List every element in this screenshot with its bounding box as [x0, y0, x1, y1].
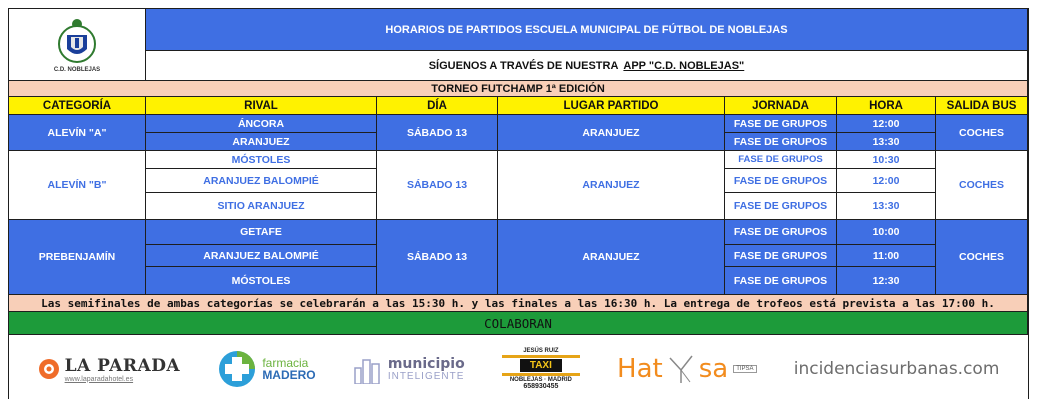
taxi-stripe [502, 355, 580, 358]
time-cell: 13:30 [837, 193, 936, 220]
sponsor-farmacia [217, 349, 315, 389]
sponsor-municipio [353, 354, 465, 384]
rival-cell: SITIO ARANJUEZ [146, 193, 377, 220]
collaborators-title: COLABORAN [9, 312, 1028, 335]
pharmacy-cross-icon [217, 349, 257, 389]
category-cell: ALEVÍN "B" [9, 151, 146, 220]
place-cell: ARANJUEZ [498, 151, 725, 220]
city-skyline-icon [353, 354, 383, 384]
rival-cell: GETAFE [146, 220, 377, 245]
app-banner [146, 51, 1028, 81]
day-cell: SÁBADO 13 [377, 151, 498, 220]
col-header-place: LUGAR PARTIDO [498, 97, 725, 115]
crest-icon [55, 17, 99, 65]
bus-cell: COCHES [936, 151, 1028, 220]
category-cell: ALEVÍN "A" [9, 115, 146, 151]
sponsor-name: TAXI [520, 359, 562, 372]
time-cell: 12:00 [837, 115, 936, 133]
col-header-rival: RIVAL [146, 97, 377, 115]
time-cell: 11:00 [837, 245, 936, 267]
sponsor-line2: INTELIGENTE [387, 370, 465, 382]
time-cell: 10:30 [837, 151, 936, 169]
tournament-title: TORNEO FUTCHAMP 1ª EDICIÓN [9, 81, 1028, 97]
finals-note: Las semifinales de ambas categorías se celebrarán a las 15:30 h. y las finales a las 16:30 h. La entrega de trofeos está prevista a las 17:00 h. [9, 295, 1028, 312]
schedule-sheet [8, 8, 1029, 399]
sponsor-url: www.laparadahotel.es [64, 375, 134, 383]
bus-cell: COCHES [936, 220, 1028, 295]
rival-cell: MÓSTOLES [146, 151, 377, 169]
rival-cell: ARANJUEZ BALOMPIÉ [146, 169, 377, 193]
time-cell: 12:00 [837, 169, 936, 193]
category-cell: PREBENJAMÍN [9, 220, 146, 295]
round-cell: FASE DE GRUPOS [725, 193, 837, 220]
follow-text: SÍGUENOS A TRAVÉS DE NUESTRA [428, 59, 619, 72]
sponsor-phone: 658930455 [523, 383, 559, 390]
place-cell: ARANJUEZ [498, 220, 725, 295]
round-cell: FASE DE GRUPOS [725, 169, 837, 193]
sponsor-hatysa [617, 354, 757, 384]
orange-circle-icon [38, 358, 60, 380]
rival-cell: ARANJUEZ BALOMPIÉ [146, 245, 377, 267]
rival-cell: ÁNCORA [146, 115, 377, 133]
sponsor-sub: TIPSA [733, 365, 756, 373]
sponsor-line1: farmacia [262, 356, 309, 370]
y-lines-icon [668, 354, 694, 384]
sponsor-name: LA PARADA [64, 355, 181, 376]
sponsor-name-b: sa [698, 354, 729, 384]
round-cell: FASE DE GRUPOS [725, 267, 837, 295]
sponsor-laparada [38, 356, 181, 383]
rival-cell: ARANJUEZ [146, 133, 377, 151]
app-link[interactable]: APP "C.D. NOBLEJAS" [623, 59, 745, 72]
sponsor-top: JESÚS RUIZ [523, 348, 559, 354]
crest-name: C.D. NOBLEJAS [53, 66, 101, 73]
round-cell: FASE DE GRUPOS [725, 245, 837, 267]
sponsor-line2: MADERO [262, 368, 316, 382]
time-cell: 13:30 [837, 133, 936, 151]
col-header-time: HORA [837, 97, 936, 115]
sponsor-line1: municipio [387, 355, 465, 372]
bus-cell: COCHES [936, 115, 1028, 151]
day-cell: SÁBADO 13 [377, 115, 498, 151]
rival-cell: MÓSTOLES [146, 267, 377, 295]
col-header-bus: SALIDA BUS [936, 97, 1028, 115]
sponsor-incidencias [794, 359, 1000, 379]
sponsor-name-a: Hat [617, 354, 663, 384]
sponsor-line: NOBLEJAS · MADRID [509, 377, 572, 383]
round-cell: FASE DE GRUPOS [725, 151, 837, 169]
sponsor-name: incidenciasurbanas.com [793, 359, 1000, 379]
place-cell: ARANJUEZ [498, 115, 725, 151]
col-header-category: CATEGORÍA [9, 97, 146, 115]
round-cell: FASE DE GRUPOS [725, 115, 837, 133]
page-title: HORARIOS DE PARTIDOS ESCUELA MUNICIPAL DE FÚTBOL DE NOBLEJAS [146, 9, 1028, 51]
taxi-stripe [502, 373, 580, 376]
round-cell: FASE DE GRUPOS [725, 133, 837, 151]
sponsor-taxi [502, 348, 580, 390]
col-header-day: DÍA [377, 97, 498, 115]
club-crest [9, 9, 146, 81]
time-cell: 10:00 [837, 220, 936, 245]
day-cell: SÁBADO 13 [377, 220, 498, 295]
time-cell: 12:30 [837, 267, 936, 295]
sponsor-strip [9, 339, 1028, 399]
col-header-round: JORNADA [725, 97, 837, 115]
round-cell: FASE DE GRUPOS [725, 220, 837, 245]
